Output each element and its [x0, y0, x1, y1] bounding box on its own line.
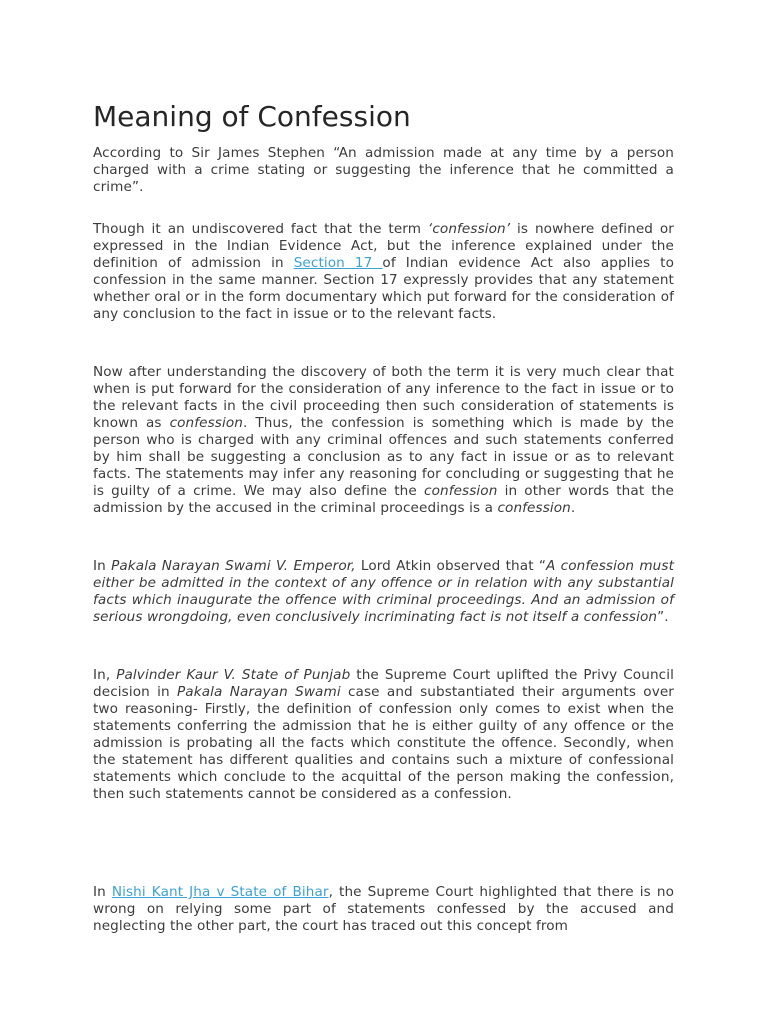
case-name: Pakala Narayan Swami	[177, 684, 341, 700]
term-confession: confession	[497, 500, 571, 516]
page-title: Meaning of Confession	[93, 100, 411, 133]
paragraph-text: In	[93, 558, 112, 574]
paragraph-text: In,	[93, 667, 117, 683]
paragraph-text: , the Supreme Court highlighted that there is no wrong on relying some part of statements confessed by the accused and neglecting the other part, the court has traced out this concept from	[93, 884, 674, 934]
paragraph-undiscovered-fact	[93, 221, 674, 323]
paragraph-text: Now after understanding the discovery of both the term it is very much clear that when is put forward for the consideration of any inference to the fact in issue or to the relevant facts in the civil proceeding then such consideration of statements is known as	[93, 364, 674, 431]
paragraph-text: In	[93, 884, 112, 900]
paragraph-text: of Indian evidence Act also applies to confession in the same manner. Section 17 expressly provides that any statement whether oral or in the form documentary which put forward for the consideration of any conclusion to the fact in issue or to the relevant facts.	[93, 255, 674, 322]
section-17-link[interactable]: Section 17	[293, 255, 383, 271]
paragraph-text: . Thus, the confession is something which is made by the person who is charged with any criminal offences and such statements conferred by him shall be suggesting a conclusion as to any fact in issue or as to relevant facts. The statements may infer any reasoning for concluding or suggesting that he is guilty of a crime. We may also define the	[93, 415, 674, 499]
paragraph-pakala-case	[93, 558, 674, 626]
paragraph-text: ”.	[657, 609, 669, 625]
quotation: A confession must either be admitted in the context of any offence or in relation with any substantial facts which inaugurate the offence with criminal proceedings. And an admission of serious wrongdoing, even conclusively incriminating fact is not itself a confession	[93, 558, 674, 625]
term-confession: confession	[169, 415, 243, 431]
case-name: Pakala Narayan Swami V. Emperor,	[111, 558, 356, 574]
paragraph-text: is nowhere defined or expressed in the Indian Evidence Act, but the inference explained under the definition of admission in	[93, 221, 674, 271]
case-name: Palvinder Kaur V. State of Punjab	[116, 667, 351, 683]
paragraph-discovery	[93, 364, 674, 517]
paragraph-text: .	[570, 500, 576, 516]
paragraph-text: the Supreme Court uplifted the Privy Council decision in	[93, 667, 674, 700]
term-confession: ‘confession’	[427, 221, 511, 237]
paragraph-text: case and substantiated their arguments over two reasoning- Firstly, the definition of confession only comes to exist when the statements conferring the admission that he is either guilty of any offence or the admission is probating all the facts which constitute the offence. Secondly, when the statement has different qualities and contains such a mixture of confessional statements which conclude to the acquittal of the person making the confession, then such statements cannot be considered as a confession.	[93, 684, 674, 802]
paragraph-palvinder-case	[93, 667, 674, 803]
term-confession: confession	[424, 483, 498, 499]
paragraph-text: Lord Atkin observed that “	[355, 558, 547, 574]
paragraph-text: According to Sir James Stephen “An admission made at any time by a person charged with a crime stating or suggesting the inference that he committed a crime”.	[93, 145, 674, 195]
paragraph-text: Though it an undiscovered fact that the term	[93, 221, 428, 237]
paragraph-text: in other words that the admission by the accused in the criminal proceedings is a	[93, 483, 674, 516]
paragraph-stephen-definition	[93, 145, 674, 196]
nishi-kant-jha-link[interactable]: Nishi Kant Jha v State of Bihar	[111, 884, 329, 900]
paragraph-nishi-kant-case	[93, 884, 674, 935]
